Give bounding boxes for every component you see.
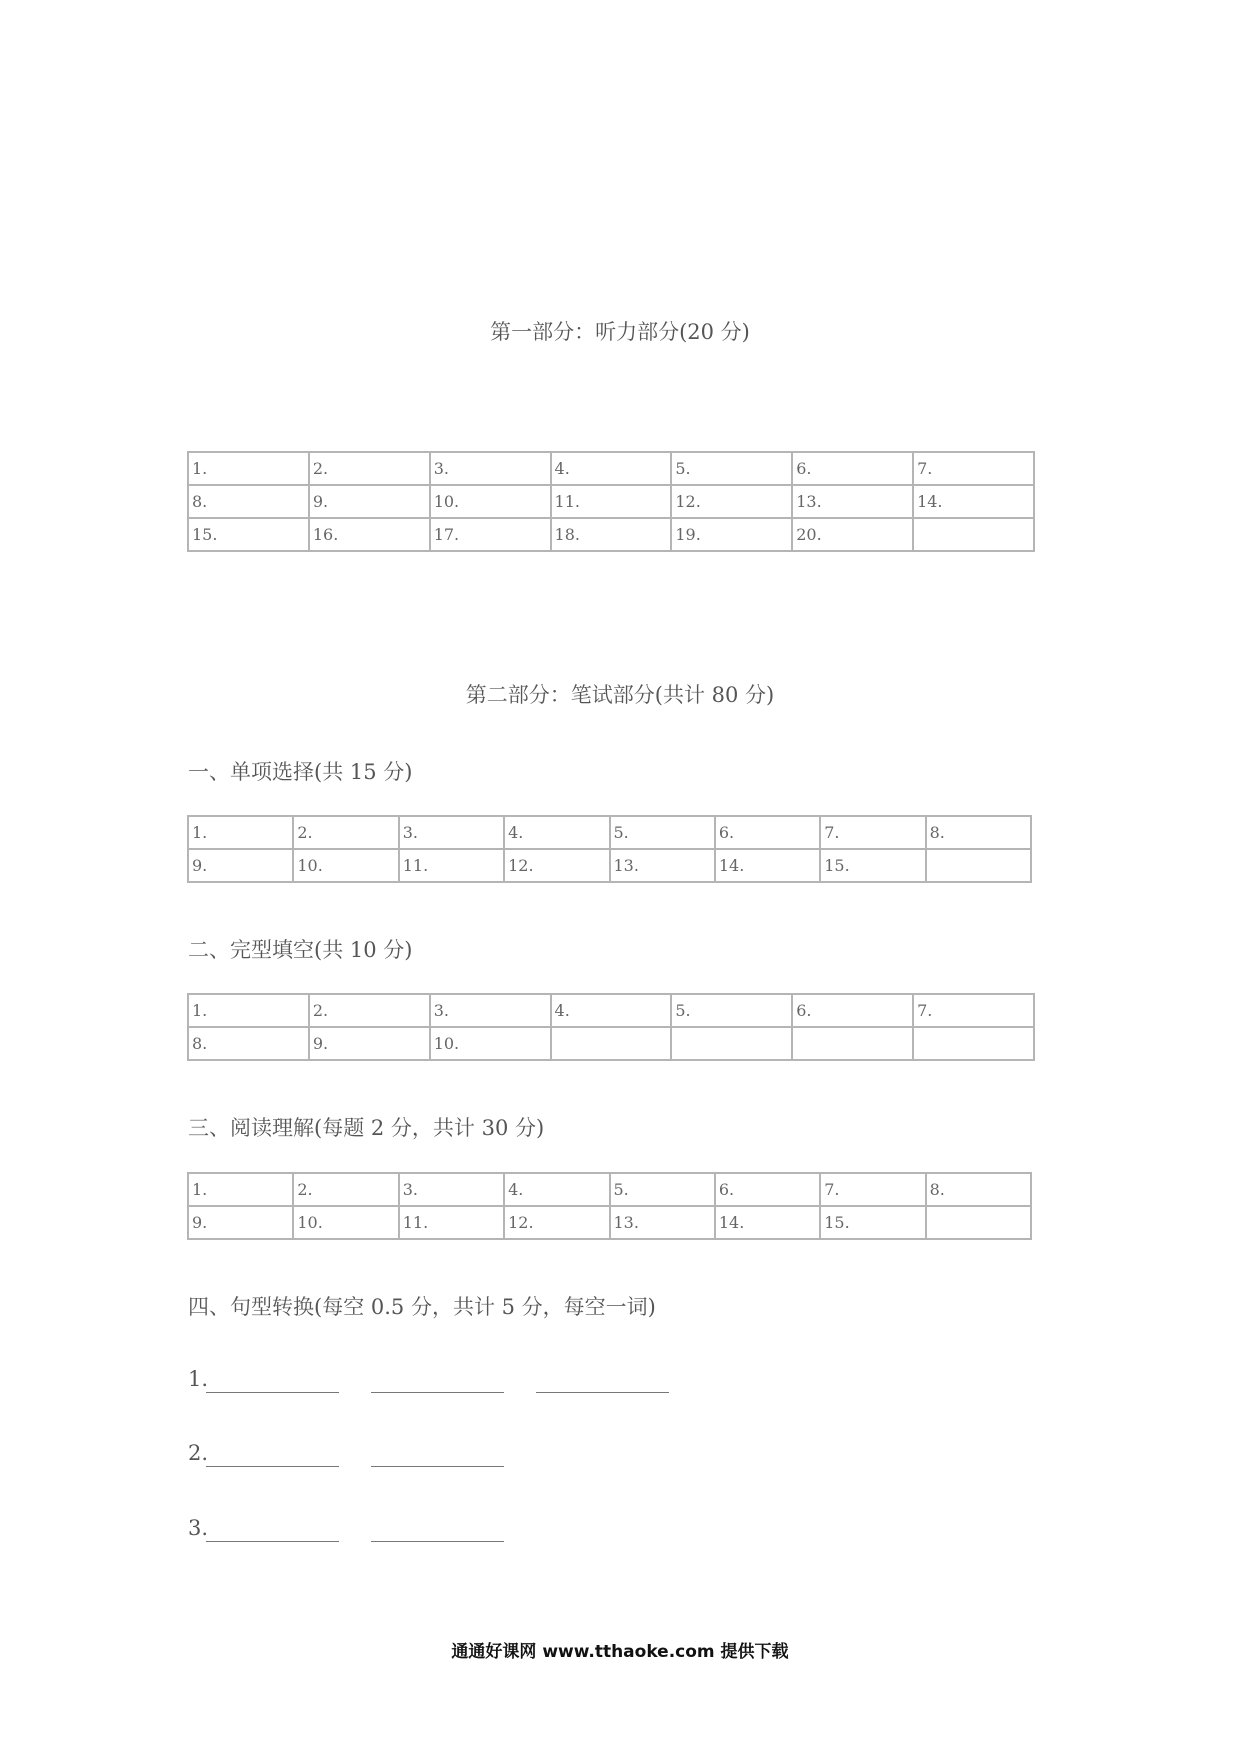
section3-answer-grid (187, 1172, 1032, 1240)
answer-cell[interactable]: 7. (820, 816, 925, 849)
answer-cell[interactable]: 8. (188, 1027, 309, 1060)
answer-grid-row (188, 1027, 1034, 1060)
answer-blank[interactable] (206, 1466, 339, 1467)
answer-cell[interactable]: 1. (188, 1173, 293, 1206)
answer-cell[interactable] (551, 1027, 672, 1060)
answer-cell[interactable]: 7. (913, 994, 1034, 1027)
answer-grid-row (188, 1173, 1031, 1206)
answer-cell[interactable]: 2. (309, 994, 430, 1027)
answer-cell[interactable]: 2. (309, 452, 430, 485)
answer-cell[interactable]: 9. (188, 1206, 293, 1239)
answer-cell[interactable]: 16. (309, 518, 430, 551)
answer-cell[interactable] (913, 518, 1034, 551)
answer-cell[interactable] (671, 1027, 792, 1060)
part1-title: 第一部分：听力部分(20 分) (490, 320, 750, 344)
answer-blank[interactable] (371, 1541, 504, 1542)
answer-cell[interactable]: 10. (293, 849, 398, 882)
part2-title: 第二部分：笔试部分(共计 80 分) (465, 683, 775, 707)
answer-grid-row (188, 1206, 1031, 1239)
answer-blank[interactable] (371, 1466, 504, 1467)
answer-cell[interactable]: 8. (926, 816, 1031, 849)
answer-cell[interactable]: 1. (188, 994, 309, 1027)
answer-cell[interactable]: 1. (188, 816, 293, 849)
answer-cell[interactable]: 2. (293, 1173, 398, 1206)
answer-cell[interactable]: 4. (551, 994, 672, 1027)
answer-cell[interactable]: 10. (430, 485, 551, 518)
answer-cell[interactable] (926, 849, 1031, 882)
answer-cell[interactable]: 11. (399, 849, 504, 882)
section3-heading: 三、阅读理解(每题 2 分，共计 30 分) (188, 1116, 545, 1140)
answer-cell[interactable]: 18. (551, 518, 672, 551)
answer-cell[interactable]: 4. (504, 816, 609, 849)
answer-cell[interactable]: 12. (504, 849, 609, 882)
answer-cell[interactable]: 19. (671, 518, 792, 551)
answer-cell[interactable]: 6. (715, 816, 820, 849)
answer-cell[interactable]: 3. (399, 1173, 504, 1206)
part1-answer-grid (187, 451, 1035, 552)
section2-heading: 二、完型填空(共 10 分) (188, 938, 413, 962)
answer-blank[interactable] (371, 1392, 504, 1393)
answer-blank[interactable] (536, 1392, 669, 1393)
footer-text: 通通好课网 www.tthaoke.com 提供下载 (451, 1642, 789, 1662)
answer-cell[interactable]: 20. (792, 518, 913, 551)
answer-cell[interactable]: 7. (820, 1173, 925, 1206)
answer-cell[interactable] (926, 1206, 1031, 1239)
answer-cell[interactable]: 14. (715, 1206, 820, 1239)
answer-cell[interactable]: 15. (820, 1206, 925, 1239)
answer-cell[interactable]: 13. (610, 849, 715, 882)
answer-cell[interactable]: 12. (504, 1206, 609, 1239)
section1-answer-grid (187, 815, 1032, 883)
answer-cell[interactable]: 14. (715, 849, 820, 882)
answer-cell[interactable]: 10. (430, 1027, 551, 1060)
item-number: 3. (188, 1516, 209, 1540)
answer-cell[interactable]: 9. (188, 849, 293, 882)
answer-cell[interactable]: 5. (610, 816, 715, 849)
answer-grid-row (188, 518, 1034, 551)
answer-cell[interactable]: 8. (188, 485, 309, 518)
answer-cell[interactable]: 12. (671, 485, 792, 518)
answer-cell[interactable]: 3. (430, 452, 551, 485)
answer-grid-row (188, 485, 1034, 518)
answer-grid-row (188, 849, 1031, 882)
section1-heading: 一、单项选择(共 15 分) (188, 760, 413, 784)
answer-cell[interactable]: 11. (551, 485, 672, 518)
answer-cell[interactable]: 4. (551, 452, 672, 485)
answer-grid-row (188, 994, 1034, 1027)
answer-cell[interactable]: 5. (671, 452, 792, 485)
answer-cell[interactable]: 6. (715, 1173, 820, 1206)
answer-grid-row (188, 452, 1034, 485)
answer-cell[interactable]: 5. (610, 1173, 715, 1206)
section2-answer-grid (187, 993, 1035, 1061)
answer-cell[interactable]: 8. (926, 1173, 1031, 1206)
answer-grid-row (188, 816, 1031, 849)
answer-cell[interactable]: 3. (430, 994, 551, 1027)
answer-cell[interactable]: 7. (913, 452, 1034, 485)
answer-cell[interactable]: 6. (792, 994, 913, 1027)
answer-cell[interactable]: 15. (820, 849, 925, 882)
answer-cell[interactable]: 14. (913, 485, 1034, 518)
answer-blank[interactable] (206, 1541, 339, 1542)
answer-cell[interactable]: 13. (792, 485, 913, 518)
answer-cell[interactable]: 4. (504, 1173, 609, 1206)
answer-cell[interactable]: 13. (610, 1206, 715, 1239)
answer-cell[interactable]: 17. (430, 518, 551, 551)
answer-cell[interactable]: 9. (309, 1027, 430, 1060)
section4-heading: 四、句型转换(每空 0.5 分，共计 5 分，每空一词) (188, 1295, 656, 1319)
answer-cell[interactable]: 3. (399, 816, 504, 849)
answer-cell[interactable] (913, 1027, 1034, 1060)
answer-cell[interactable]: 11. (399, 1206, 504, 1239)
answer-blank[interactable] (206, 1392, 339, 1393)
answer-cell[interactable]: 10. (293, 1206, 398, 1239)
answer-cell[interactable]: 5. (671, 994, 792, 1027)
answer-cell[interactable]: 1. (188, 452, 309, 485)
item-number: 1. (188, 1367, 209, 1391)
answer-cell[interactable]: 6. (792, 452, 913, 485)
answer-cell[interactable]: 9. (309, 485, 430, 518)
item-number: 2. (188, 1441, 209, 1465)
answer-cell[interactable] (792, 1027, 913, 1060)
answer-cell[interactable]: 2. (293, 816, 398, 849)
answer-cell[interactable]: 15. (188, 518, 309, 551)
